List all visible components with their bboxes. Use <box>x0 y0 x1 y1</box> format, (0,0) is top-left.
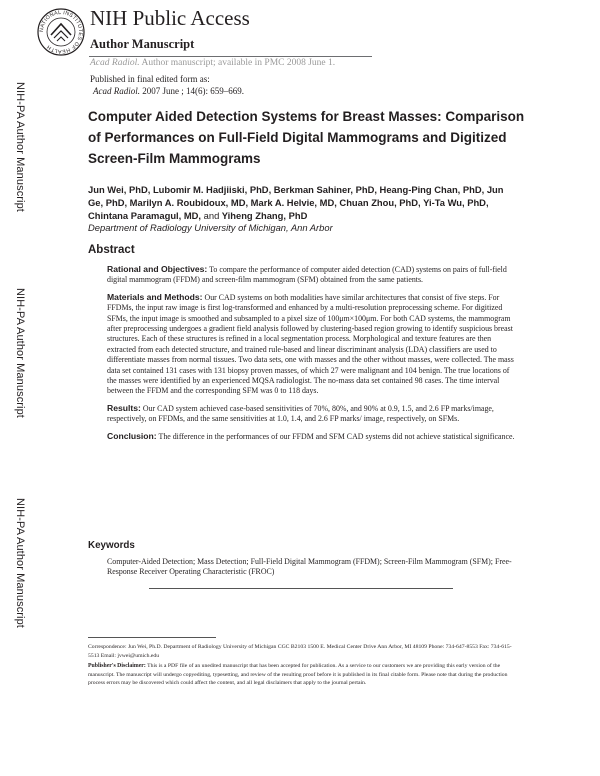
abstract-section-text: To compare the performance of computer aided detection (CAD) systems on pairs of full-field digital mammogram (FFDM) and screen-film mammogram (SFM) obtained from the same patients. <box>107 265 507 285</box>
abstract-section-label: Rational and Objectives: <box>107 264 208 274</box>
article-title: Computer Aided Detection Systems for Breast Masses: Comparison of Performances on Full-Field Digital Mammograms and Digitized Screen-Film Mammograms <box>88 109 525 166</box>
header-rule <box>89 56 372 57</box>
publication-citation <box>90 85 244 97</box>
abstract-body <box>107 264 517 448</box>
publication-line: Published in final edited form as: <box>90 74 210 84</box>
sidebar-label-top: NIH-PA Author Manuscript <box>14 82 26 212</box>
availability-line <box>90 58 335 68</box>
abstract-section-label: Conclusion: <box>107 430 157 441</box>
abstract-section-text: Our CAD systems on both modalities have similar architectures that consist of five steps. For FFDMs, the input raw image is first log-transformed and enhanced by a multi-resolution preprocessing scheme. For digitized SFMs, the input image is smoothed and subsampled to a pixel size of 100μm×100μm. For both CAD systems, the mammogram after preprocessing undergoes a gradient field analysis followed by clustering-based region growing to identify suspicious breast structures. Each of these structures is refined in a local segmentation process. Morphological and texture features are then extracted from each detected structure, and trained rule-based and linear discriminant analysis (LDA) classifiers are used to differentiate masses from normal tissues. Two data sets, one with masses and the other without masses, were collected. The mass data set contained 131 cases with 131 biopsy proven masses, of which 27 were malignant and 104 benign. The true locations of the masses were identified by an experienced MQSA radiologist. The no-mass data set contained 98 cases. The time interval between the FFDM and the corresponding SFM was 0 to 118 days. <box>107 292 514 396</box>
publication-volume: 2007 June ; 14(6): 659–669. <box>142 86 244 96</box>
correspondence-note: Correspondence: Jun Wei, Ph.D. Department of Radiology University of Michigan CGC B2103 1500 E. Medical Center Drive Ann Arbor, MI 48109 Phone: 734-647-8553 Fax: 734-615-5513 Email: jvwei@umich.edu <box>88 644 512 659</box>
affiliation: Department of Radiology University of Michigan, Ann Arbor <box>88 222 333 233</box>
availability-text: Author manuscript; available in PMC 2008 June 1. <box>141 58 336 68</box>
abstract-section <box>107 403 517 425</box>
footnotes <box>88 643 518 690</box>
publication-info <box>90 73 244 97</box>
header-title: NIH Public Access <box>90 6 250 30</box>
disclaimer-label: Publisher's Disclaimer: <box>88 663 146 670</box>
abstract-section-label: Results: <box>107 402 141 413</box>
svg-text:NATIONAL INSTITUTES OF HEALTH <box>39 10 83 54</box>
publication-journal: Acad Radiol. <box>93 86 140 96</box>
author-list <box>88 183 520 222</box>
disclaimer-text: This is a PDF file of an unedited manuscript that has been accepted for publication. As a service to our customers we are providing this early version of the manuscript. The manuscript will undergo copyediting, typesetting, and review of the resulting proof before it is published in its final citable form. Please note that during the production process errors may be discovered which could affect the content, and all legal disclaimers that apply to the journal pertain. <box>88 663 508 687</box>
authors-main: Jun Wei, PhD, Lubomir M. Hadjiiski, PhD, Berkman Sahiner, PhD, Heang-Ping Chan, PhD, Jun Ge, PhD, Marilyn A. Roubidoux, MD, Mark A. Helvie, MD, Chuan Zhou, PhD, Yi-Ta Wu, PhD, Chintana Paramagul, MD, <box>88 184 504 221</box>
abstract-section-label: Materials and Methods: <box>107 291 203 302</box>
sidebar-label-bottom: NIH-PA Author Manuscript <box>14 498 26 628</box>
authors-last: Yiheng Zhang, PhD <box>221 210 308 221</box>
section-divider <box>149 588 453 589</box>
disclaimer-note <box>88 662 518 688</box>
abstract-heading: Abstract <box>88 244 135 256</box>
abstract-section <box>107 431 517 442</box>
seal-text: NATIONAL INSTITUTES OF HEALTH <box>38 9 84 55</box>
abstract-section-text: The difference in the performances of our FFDM and SFM CAD systems did not achieve statistical significance. <box>158 431 515 441</box>
sidebar-label-middle: NIH-PA Author Manuscript <box>14 288 26 418</box>
header-subtitle: Author Manuscript <box>90 37 195 51</box>
keywords-text: Computer-Aided Detection; Mass Detection; Full-Field Digital Mammogram (FFDM); Screen-Film Mammogram (SFM); Free-Response Receiver Operating Characteristic (FROC) <box>107 557 512 577</box>
abstract-section <box>107 292 517 397</box>
keywords-heading: Keywords <box>88 540 135 551</box>
nih-seal-logo <box>37 8 85 56</box>
abstract-section-text: Our CAD system achieved case-based sensitivities of 70%, 80%, and 90% at 0.9, 1.5, and 2.6 FP marks/image, respectively, on FFDMs, and the same sensitivities at 1.0, 1.4, and 2.6 FP marks/ image, respectively, on SFMs. <box>107 403 494 424</box>
footnote-rule <box>88 637 216 638</box>
abstract-section <box>107 264 517 286</box>
availability-journal: Acad Radiol. <box>90 58 140 68</box>
authors-and: and <box>203 210 220 221</box>
